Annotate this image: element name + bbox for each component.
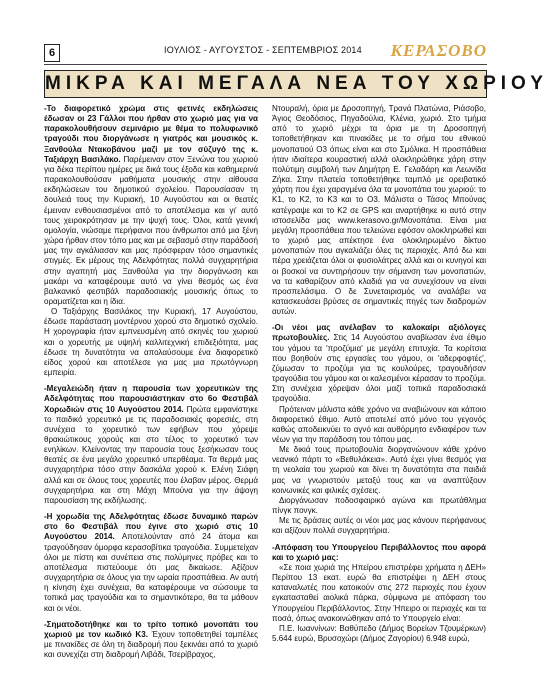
page-header xyxy=(44,41,487,62)
section-title: ΜΙΚΡΑ ΚΑΙ ΜΕΓΑΛΑ ΝΕΑ ΤΟΥ ΧΩΡΙΟΥ xyxy=(44,70,487,98)
right-column xyxy=(272,104,486,692)
article-paragraph: Ο Ταξιάρχης Βασιλάκος την Κυριακή, 17 Αυγούστου, έδωσε παράσταση μοντέρνου χορού στο δημοτικό σχολείο. Η χορογραφία ήταν εμπνευσμένη από σκηνές του χωριού και ο χορευτής με υψηλή καλλιτεχνική επιδεξιότητα, μας έδωσε τη δυνατότητα να απολαύσουμε ένα διαφορετικό είδος χορού και αποτέλεσε για μας μια πρωτόγνωρη εμπειρία. xyxy=(44,307,258,378)
issue-date: ΙΟΥΛΙΟΣ - ΑΥΓΟΥΣΤΟΣ - ΣΕΠΤΕΜΒΡΙΟΣ 2014 xyxy=(164,45,362,55)
article-body: Αποτελούνταν από 24 άτομα και τραγούδησαν όμορφα κερασοβίτικα τραγούδια. Συμμετείχαν όλοι με πίστη και συνέπεια στις πολύμηνες πρόβες και το αποτέλεσμα πιστεύουμε ότι μας δικαίωσε. Αξίζουν συγχαρητήρια σε όλους για την ωραία προσπάθεια. Αν αυτή η κίνηση έχει συνέχεια, θα καταφέρουμε να σώσουμε τα τοπικά μας τραγούδια και το σημαντικότερο, θα τα μάθουν και οι νέοι. xyxy=(44,532,258,613)
article-youth xyxy=(272,323,486,404)
article-lead: -Μεγαλειώδη ήταν η παρουσία των χορευτικών της Αδελφότητας που παρουσιάστηκαν στο 6ο Φεστιβάλ Χορωδιών στις 10 Αυγούστου 2014. xyxy=(44,384,258,414)
article-dance-groups xyxy=(44,384,258,506)
article-body: Παρέμειναν στον Ξενώνα του χωριού για δέκα περίπου ημέρες με δικά τους έξοδα και καθημερινά παρακολουθούσαν μαθήματα μουσικής στην αίθουσα εκδηλώσεων του δημοτικού σχολείου. Παρουσίασαν τη δουλειά τους την Κυριακή, 10 Αυγούστου και οι θεατές έμειναν ενθουσιασμένοι από το αποτέλεσμα και γι' αυτό τους χειροκρότησαν με την ψυχή τους. Όλοι, κατά γενική ομολογία, νιώσαμε περήφανοι που άνθρωποι από μια ξένη χώρα ήρθαν στον τόπο μας και με σεβασμό στην παράδοσή μας την αγκάλιασαν και μας πρόσφεραν τόσο σημαντικές στιγμές. Εκ μέρους της Αδελφότητας πολλά συγχαρητήρια στην αγαπητή μας Ξανθούλα για την διοργάνωση και μακάρι να καταφέρουμε αυτό να γίνει θεσμός ως ένα βαλκανικό φεστιβάλ παραδοσιακής μουσικής όπως το οραματίζεται και η ίδια. xyxy=(44,154,258,306)
article-paragraph: Ντουραλή, όρια με Δροσοπηγή, Τρανά Πλατώνια, Ριάσοβο, Άγιος Θεοδόσιος, Πηγαδούλια, Κλένια, χωριό. Στο τμήμα από το χωριό μέχρι τα όρια με τη Δροσοπηγή τοποθετήθηκαν και πινακίδες με το σήμα του εθνικού μονοπατιού Ο3 όπως είναι και στο Σμόλικα. Η προσπάθεια ήταν ιδιαίτερα κουραστική αλλά ολοκληρώθηκε χάρη στην πολύτιμη συμβολή των Δημήτρη Ε. Γελαδάρη και Λεωνίδα Ζήκα. Στην πλατεία τοποθετήθηκε ταμπλό με ορειβατικό χάρτη που έχει χαραγμένα όλα τα μονοπάτια του χωριού: το Κ1, το Κ2, το Κ3 και το Ο3. Μάλιστα ο Τάσος Μπούνας κατέγραψε και το Κ2 σε GPS και αναρτήθηκε κι αυτό στην ιστοσελίδα μας www.kerasovo.gr/Μονοπάτια. Είναι μια μεγάλη προσπάθεια που τελειώνει εφόσον ολοκληρωθεί και το χωριό μας απέκτησε ένα ολοκληρωμένο δίκτυο μονοπατιών που αγκαλιάζει όλες τις περιοχές. Από δω και πέρα χρειάζεται όλοι οι φυσιολάτρες αλλά και οι κυνηγοί και οι βοσκοί να συντηρήσουν την σήμανση των μονοπατιών, να τα καθαρίζουν από κλαδιά για να συνεχίσουν να είναι προσπελάσιμα. Ο δε Συνεταιρισμός να αναλάβει να κατασκευάσει βρύσες σε σημαντικές πηγές των διαδρομών αυτών. xyxy=(272,104,486,317)
article-paragraph: Με δικιά τους πρωτοβουλία διοργανώνουν κάθε χρόνο νεανικό πάρτι το «Βεθυλάκεια». Αυτό έχει γίνει θεσμός για τη νεολαία του χωριού και δίνει τη δυνατότητα στα παιδιά μας να γνωριστούν μεταξύ τους και να αναπτύξουν κοινωνικές και φιλικές σχέσεις. xyxy=(272,445,486,495)
article-lead: -Απόφαση του Υπουργείου Περιβάλλοντος που αφορά και το χωριό μας: xyxy=(272,542,486,562)
article-choir xyxy=(44,512,258,614)
article-body: Έχουν τοποθετηθεί ταμπέλες με πινακίδες σε όλη τη διαδρομή που ξεκινάει από το χωριό και συνεχίζει στη διαδρομή Λιβάδι, Τσερίβραχος, xyxy=(44,629,258,660)
article-ministry xyxy=(272,543,486,563)
article-paragraph: «Σε ποια χωριά της Ηπείρου επιστρέφει χρήματα η ΔΕΗ» Περίπου 13 εκατ. ευρώ θα επιστρέψει η ΔΕΗ στους καταναλωτές που κατοικούν στις 272 περιοχές που έχουν εγκατασταθεί αιολικά πάρκα, σύμφωνα με απόφαση του Υπουργείου Περιβάλλοντος. Στην Ήπειρο οι περιοχές και τα ποσά, όπως ανακοινώθηκαν από το Υπουργείο είναι: xyxy=(272,562,486,623)
article-lead: -Το διαφορετικό χρώμα στις φετινές εκδηλώσεις έδωσαν οι 23 Γάλλοι που ήρθαν στο χωριό μας για να παρακολουθήσουν σεμινάριο με θέμα το πολυφωνικό τραγούδι που διοργάνωσε η γιατρός και μουσικός κ. Ξανθούλα Ντακοβάνου μαζί με τον σύζυγό της κ. Ταξιάρχη Βασιλάκο. xyxy=(44,104,258,164)
masthead-logo: ΚΕΡΑΣΟΒΟ xyxy=(390,41,487,60)
page-number: 6 xyxy=(44,44,60,62)
article-lead: -Σηματοδοτήθηκε και το τρίτο τοπικό μονοπάτι του χωριού με τον κωδικό Κ3. xyxy=(44,619,258,639)
article-paragraph: Π.Ε. Ιωαννίνων: Βαθύπεδο (Δήμος Βορείων Τζουμέρκων) 5.644 ευρώ, Βρυσοχώρι (Δήμος Ζαγορίου) 6.948 ευρώ, xyxy=(272,623,486,643)
article-lead: -Οι νέοι μας ανέλαβαν το καλοκαίρι αξιόλογες πρωτοβουλίες. xyxy=(272,323,486,343)
article-body: Πρώτα εμφανίστηκε το παιδικό χορευτικό με τις παραδοσιακές φορεσιές, στη συνέχεια το χορευτικό των εφήβων που χόρεψε θρακιώτικους χορούς και στο τέλος το χορευτικό των ενηλίκων. Κλείνοντας την παρουσία τους ξεσήκωσαν τους θεατές σε ένα μεγάλο χορευτικό υπερθέαμα. Τα θερμά μας συγχαρητήρια τόσο στην δασκάλα χορού κ. Ελένη Σιάφη αλλά και σε όλους τους χορευτές που έλαβαν μέρος. Θερμά συγχαρητήρια και στη Μάχη Μπούνα για την άψογη παρουσίαση της εκδήλωσης. xyxy=(44,404,258,505)
header-divider xyxy=(44,64,487,65)
article-guests xyxy=(44,104,258,307)
article-paragraph: Διοργάνωσαν ποδοσφαιρικό αγώνα και πρωτάθλημα πίνγκ πονγκ. xyxy=(272,495,486,516)
article-lead: -Η χορωδία της Αδελφότητας έδωσε δυναμικό παρών στο 6ο Φεστιβάλ που έγινε στο χωριό στις 10 Αυγούστου 2014. xyxy=(44,512,258,542)
article-body: Στις 14 Αυγούστου αναβίωσαν ένα έθιμο του γάμου τα 'προζύμια' με μεγάλη επιτυχία. Τα κορίτσια που βοηθούν στις εργασίες του γάμου, οι 'αδερφοφτές', ζύμωσαν το προζύμι για τις κουλούρες, τραγουδήσαν τραγούδια του γάμου και οι καλεσμένοι κέρασαν το προζύμι. Στη συνέχεια χόρεψαν όλοι μαζί τοπικά παραδοσιακά τραγούδια. xyxy=(272,333,486,404)
left-column xyxy=(44,104,258,692)
article-trail xyxy=(44,620,258,661)
article-paragraph: Πρότειναν μάλιστα κάθε χρόνο να αναβιώνουν και κάποιο διαφορετικό έθιμο. Αυτό αποτελεί από μόνο του γεγονός καθώς αποδεικνύει το αγνό και αυθόρμητο ενδιαφέρον των νέων για την παράδοση του τόπου μας. xyxy=(272,404,486,444)
article-paragraph: Με τις δράσεις αυτές οι νέοι μας μας κάνουν περήφανους και αξίζουν πολλά συγχαρητήρια. xyxy=(272,516,486,536)
